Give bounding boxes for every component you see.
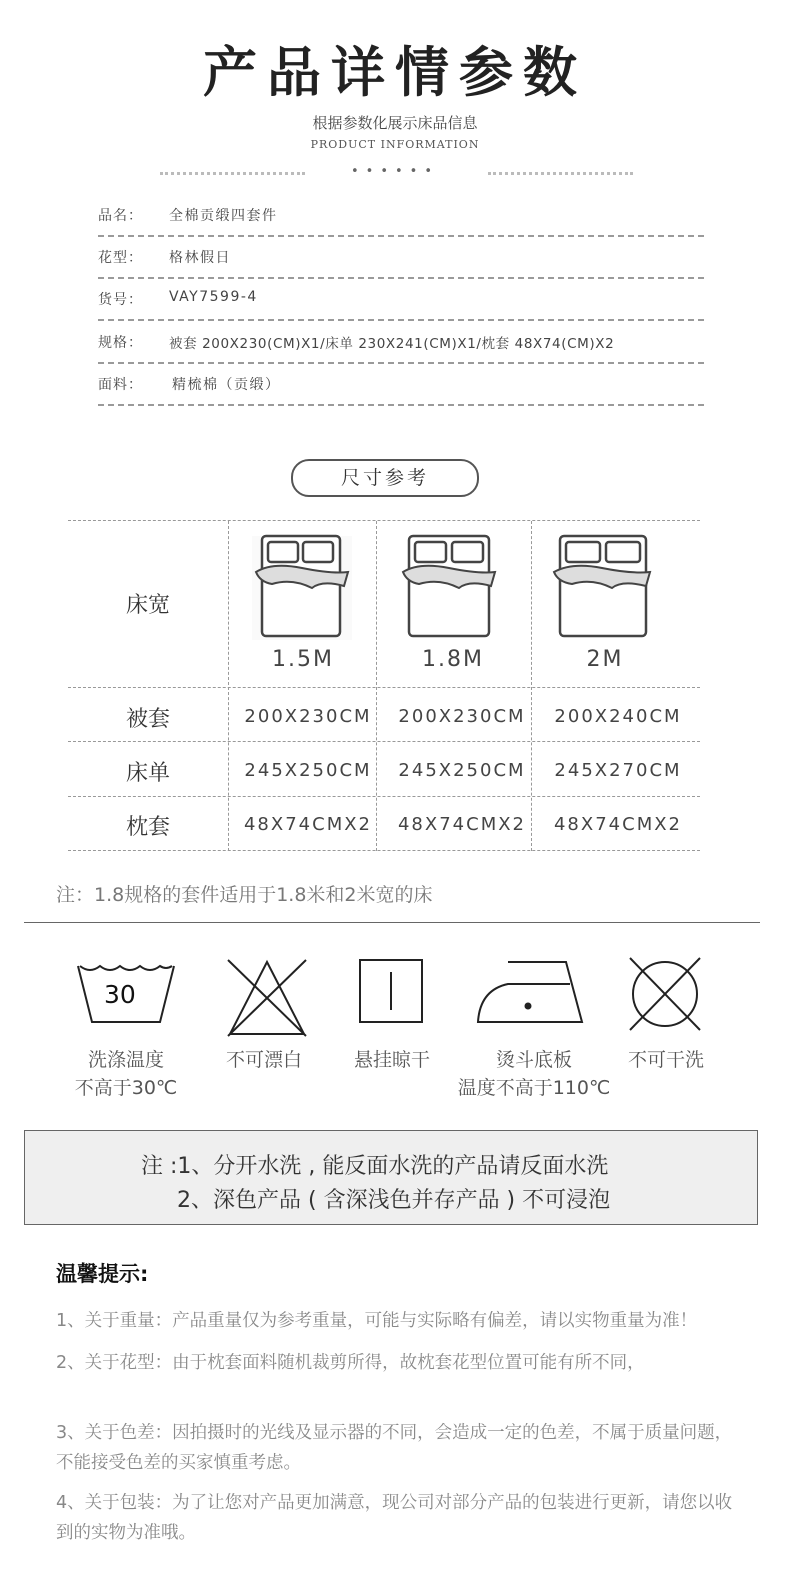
care-label-line: 不高于30℃ [74,1077,178,1099]
care-label [596,1046,736,1074]
size-cell: 48X74CMX2 [243,814,373,835]
divider-right [488,172,633,175]
table-vline [376,521,377,851]
tip-item: 2、关于花型：由于枕套面料随机裁剪所得，故枕套花型位置可能有所不同， [56,1353,645,1373]
wash-note-line: 2、深色产品 ( 含深浅色并存产品 ) 不可浸泡 [177,1188,611,1213]
care-label [322,1046,462,1074]
no-bleach-icon [224,956,310,1040]
table-line [68,520,700,521]
size-cell: 245X270CM [554,760,682,781]
table-line [68,687,700,688]
info-value: 精梳棉（贡缎） [172,377,281,393]
wash-temp: 30 [104,980,136,1009]
table-line [68,796,700,797]
care-label-line: 洗涤温度 [87,1049,164,1071]
table-line [68,850,700,851]
size-cell: 245X250CM [398,760,526,781]
hang-dry-icon [358,958,424,1024]
tip-item: 1、关于重量：产品重量仅为参考重量，可能与实际略有偏差，请以实物重量为准！ [56,1311,698,1331]
info-row-spec [98,321,704,364]
info-row-name [98,194,704,237]
page-subtitle: 根据参数化展示床品信息 [312,114,478,132]
table-vline [531,521,532,851]
table-vline [228,521,229,851]
info-label: 花型： [98,250,143,266]
tips-title: 温馨提示: [56,1262,149,1286]
bed-icon [252,532,352,640]
page-title: 产品详情参数 [203,41,587,104]
size-cell: 200X230CM [244,706,372,727]
bed-icon [399,532,499,640]
care-label [194,1046,334,1074]
iron-icon [474,954,586,1026]
info-label: 规格： [98,335,143,351]
info-value: VAY7599-4 [169,289,258,305]
care-label-line: 悬挂晾干 [353,1049,430,1071]
info-label: 货号： [98,292,143,308]
info-row-sku [98,278,704,321]
size-cell: 200X230CM [398,706,526,727]
section-divider [24,922,760,923]
info-label: 品名： [98,208,143,224]
bed-icon [552,532,652,640]
care-label [454,1046,614,1102]
tip-item: 3、关于色差：因拍摄时的光线及显示器的不同，会造成一定的色差，不属于质量问题，不能接受色差的买家慎重考虑。 [56,1423,733,1473]
wash-note-box [24,1130,758,1225]
divider-dots: •••••• [350,164,439,179]
tip-item: 4、关于包装：为了让您对产品更加满意，现公司对部分产品的包装进行更新，请您以收到的实物为准哦。 [56,1493,733,1543]
info-row-pattern [98,236,704,279]
info-label: 面料： [98,377,143,393]
info-value: 全棉贡缎四套件 [169,208,278,224]
care-label-line: 烫斗底板 [495,1049,572,1071]
info-value: 格林假日 [169,250,231,266]
bed-width-label: 床宽 [125,593,170,618]
size-cell: 48X74CMX2 [397,814,527,835]
care-label-line: 温度不高于110℃ [457,1077,611,1099]
size-note: 注：1.8规格的套件适用于1.8米和2米宽的床 [56,884,433,906]
care-label-line: 不可漂白 [225,1049,302,1071]
bed-size-label: 1.5M [272,647,334,672]
size-cell: 245X250CM [244,760,372,781]
bed-size-label: 1.8M [422,647,484,672]
wash-note-line: 注 :1、分开水洗 , 能反面水洗的产品请反面水洗 [141,1154,609,1179]
size-reference-title: 尺寸参考 [291,459,479,497]
info-value: 被套 200X230(CM)X1/床单 230X241(CM)X1/枕套 48X74(CM)X2 [169,336,615,352]
care-label [56,1046,196,1102]
row-label-sheet: 床单 [125,761,170,786]
info-row-fabric [98,363,704,406]
row-label-pillowcase: 枕套 [125,815,170,840]
size-cell: 200X240CM [554,706,682,727]
bed-size-label: 2M [586,647,624,672]
page-subtitle-en: PRODUCT INFORMATION [310,138,480,151]
size-cell: 48X74CMX2 [553,814,683,835]
no-dry-clean-icon [626,954,704,1034]
row-label-duvet: 被套 [125,707,170,732]
care-label-line: 不可干洗 [627,1049,704,1071]
table-line [68,741,700,742]
